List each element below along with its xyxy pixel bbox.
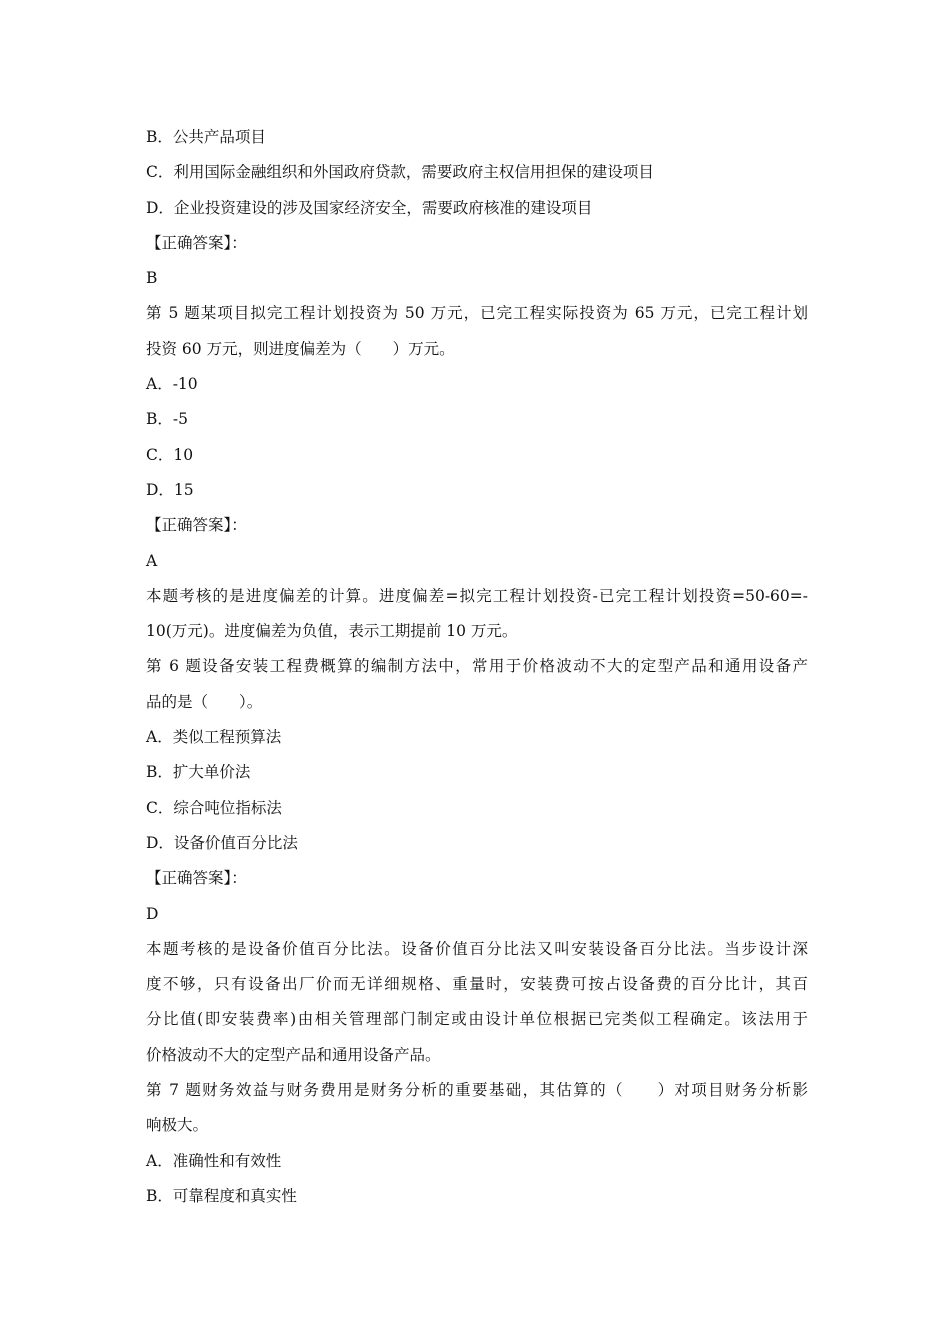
explanation-6-line-1: 本题考核的是设备价值百分比法。设备价值百分比法又叫安装设备百分比法。当步设计深 bbox=[146, 939, 808, 958]
option-a: A．类似工程预算法 bbox=[146, 728, 282, 747]
explanation-6-line-3: 分比值(即安装费率)由相关管理部门制定或由设计单位根据已完类似工程确定。该法用于 bbox=[146, 1010, 808, 1029]
explanation-5-line-2: 10(万元)。进度偏差为负值，表示工期提前 10 万元。 bbox=[146, 622, 518, 641]
answer-value: B bbox=[146, 269, 158, 288]
option-b: B．公共产品项目 bbox=[146, 128, 266, 146]
answer-label: 【正确答案】： bbox=[146, 869, 247, 888]
answer-label: 【正确答案】： bbox=[146, 233, 247, 252]
option-b: B．扩大单价法 bbox=[146, 763, 251, 782]
answer-value: D bbox=[146, 904, 159, 923]
question-5-line-1: 第 5 题某项目拟完工程计划投资为 50 万元，已完工程实际投资为 65 万元，已完工程计划 bbox=[146, 304, 808, 323]
option-c: C．利用国际金融组织和外国政府贷款，需要政府主权信用担保的建设项目 bbox=[146, 163, 654, 182]
option-d: D．企业投资建设的涉及国家经济安全，需要政府核准的建设项目 bbox=[146, 198, 593, 217]
explanation-5-line-1: 本题考核的是进度偏差的计算。进度偏差=拟完工程计划投资-已完工程计划投资=50-60=- bbox=[146, 586, 808, 605]
answer-label: 【正确答案】： bbox=[146, 516, 247, 535]
option-b: B．可靠程度和真实性 bbox=[146, 1186, 297, 1205]
option-d: D．15 bbox=[146, 480, 194, 499]
question-7-line-2: 响极大。 bbox=[146, 1116, 209, 1135]
question-5-line-2: 投资 60 万元，则进度偏差为（ ）万元。 bbox=[146, 339, 455, 358]
question-6-line-2: 品的是（ ）。 bbox=[146, 692, 263, 711]
answer-value: A bbox=[146, 551, 158, 570]
question-7-line-1: 第 7 题财务效益与财务费用是财务分析的重要基础，其估算的（ ）对项目财务分析影 bbox=[146, 1081, 808, 1100]
option-b: B．-5 bbox=[146, 410, 188, 429]
option-c: C．10 bbox=[146, 445, 194, 464]
option-a: A．准确性和有效性 bbox=[146, 1151, 282, 1170]
option-c: C．综合吨位指标法 bbox=[146, 798, 282, 817]
document-page bbox=[146, 120, 808, 1214]
option-d: D．设备价值百分比法 bbox=[146, 833, 298, 852]
question-6-line-1: 第 6 题设备安装工程费概算的编制方法中，常用于价格波动不大的定型产品和通用设备产 bbox=[146, 657, 808, 676]
explanation-6-line-4: 价格波动不大的定型产品和通用设备产品。 bbox=[146, 1045, 441, 1064]
explanation-6-line-2: 度不够，只有设备出厂价而无详细规格、重量时，安装费可按占设备费的百分比计，其百 bbox=[146, 975, 808, 994]
option-a: A．-10 bbox=[146, 375, 198, 394]
